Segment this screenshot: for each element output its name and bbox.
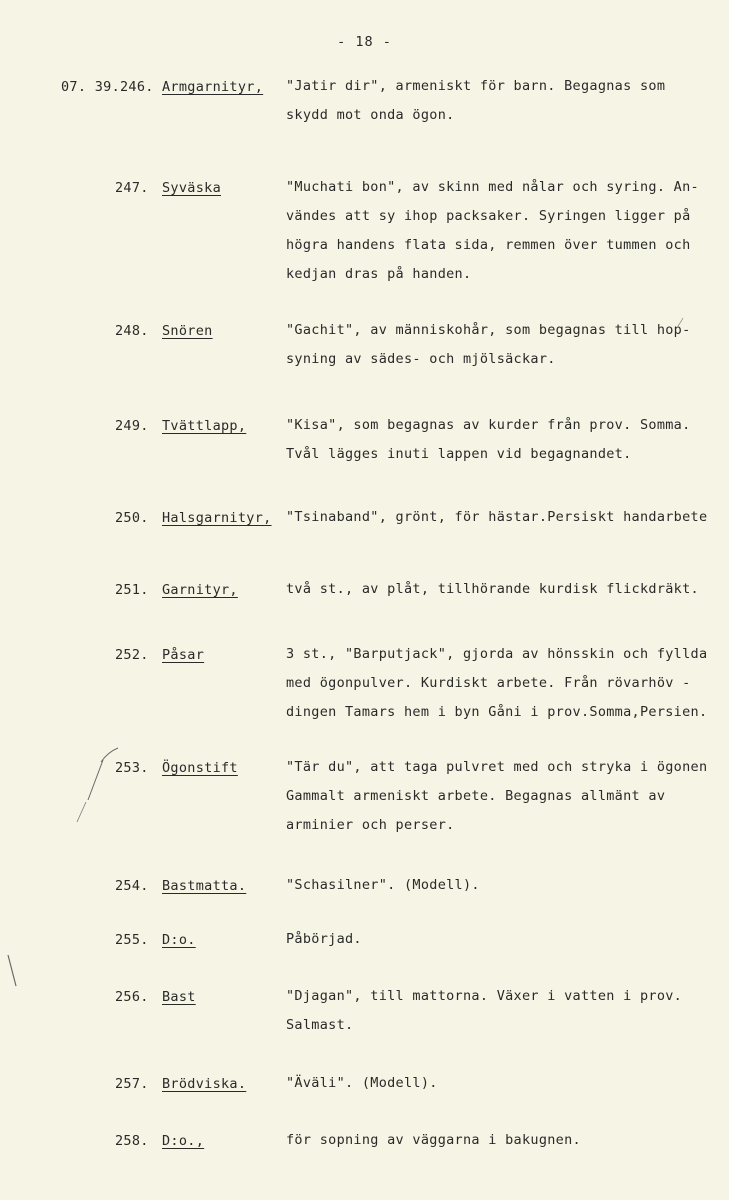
entry-description [286, 316, 691, 374]
description-line: "Djagan", till mattorna. Växer i vatten i prov. [286, 988, 683, 1004]
description-line: "Äväli". (Modell). [286, 1075, 438, 1091]
description-line: med ögonpulver. Kurdiskt arbete. Från rövarhöv - [286, 675, 691, 691]
description-line: kedjan dras på handen. [286, 266, 472, 282]
entry-name: Syväska [162, 180, 221, 196]
entry-description [286, 925, 362, 954]
description-line: Tvål lägges inuti lappen vid begagnandet. [286, 446, 632, 462]
entry-number: 07. 39.246. [61, 79, 154, 95]
entry-name: Tvättlapp, [162, 418, 247, 434]
entry-name: Snören [162, 323, 213, 339]
description-line: Gammalt armeniskt arbete. Begagnas allmänt av [286, 788, 666, 804]
entry-number: 256. [115, 989, 149, 1005]
entry-description [286, 173, 699, 289]
description-line: Påbörjad. [286, 931, 362, 947]
entry-number: 257. [115, 1076, 149, 1092]
description-line: för sopning av väggarna i bakugnen. [286, 1132, 581, 1148]
description-line: "Jatir dir", armeniskt för barn. Begagnas som [286, 78, 666, 94]
entry-number: 254. [115, 878, 149, 894]
entry-number: 250. [115, 510, 149, 526]
entry-description [286, 640, 707, 727]
entry-number: 251. [115, 582, 149, 598]
entry-name: D:o., [162, 1133, 205, 1149]
description-line: dingen Tamars hem i byn Gåni i prov.Somma,Persien. [286, 704, 708, 720]
description-line: "Tär du", att taga pulvret med och stryka i ögonen [286, 759, 708, 775]
entry-name: Påsar [162, 647, 205, 663]
description-line: "Tsinaband", grönt, för hästar.Persiskt handarbete [286, 509, 708, 525]
entry-number: 247. [115, 180, 149, 196]
entry-description [286, 411, 691, 469]
entry-name: Halsgarnityr, [162, 510, 272, 526]
description-line: vändes att sy ihop packsaker. Syringen ligger på [286, 208, 691, 224]
description-line: syning av sädes- och mjölsäckar. [286, 351, 556, 367]
entry-name: Ögonstift [162, 760, 238, 776]
entry-name: D:o. [162, 932, 196, 948]
entry-number: 255. [115, 932, 149, 948]
description-line: 3 st., "Barputjack", gjorda av hönsskin och fyllda [286, 646, 708, 662]
entry-number: 248. [115, 323, 149, 339]
description-line: två st., av plåt, tillhörande kurdisk flickdräkt. [286, 581, 699, 597]
description-line: Salmast. [286, 1017, 354, 1033]
entry-description [286, 72, 665, 130]
entry-number: 252. [115, 647, 149, 663]
description-line: arminier och perser. [286, 817, 455, 833]
description-line: skydd mot onda ögon. [286, 107, 455, 123]
entry-name: Bast [162, 989, 196, 1005]
entry-description [286, 503, 707, 532]
entry-description [286, 1126, 581, 1155]
entry-name: Garnityr, [162, 582, 238, 598]
description-line: "Muchati bon", av skinn med nålar och syring. An- [286, 179, 699, 195]
description-line: "Gachit", av människohår, som begagnas till hop- [286, 322, 691, 338]
entry-name: Armgarnityr, [162, 79, 264, 95]
description-line: "Kisa", som begagnas av kurder från prov. Somma. [286, 417, 691, 433]
entry-description [286, 753, 707, 840]
entry-description [286, 575, 699, 604]
entry-description [286, 982, 682, 1040]
entry-name: Brödviska. [162, 1076, 247, 1092]
description-line: "Schasilner". (Modell). [286, 877, 480, 893]
entry-description [286, 1069, 438, 1098]
entry-number: 253. [115, 760, 149, 776]
entry-number: 258. [115, 1133, 149, 1149]
entry-description [286, 871, 480, 900]
description-line: högra handens flata sida, remmen över tummen och [286, 237, 691, 253]
entry-number: 249. [115, 418, 149, 434]
entry-name: Bastmatta. [162, 878, 247, 894]
page-number: - 18 - [337, 34, 392, 50]
